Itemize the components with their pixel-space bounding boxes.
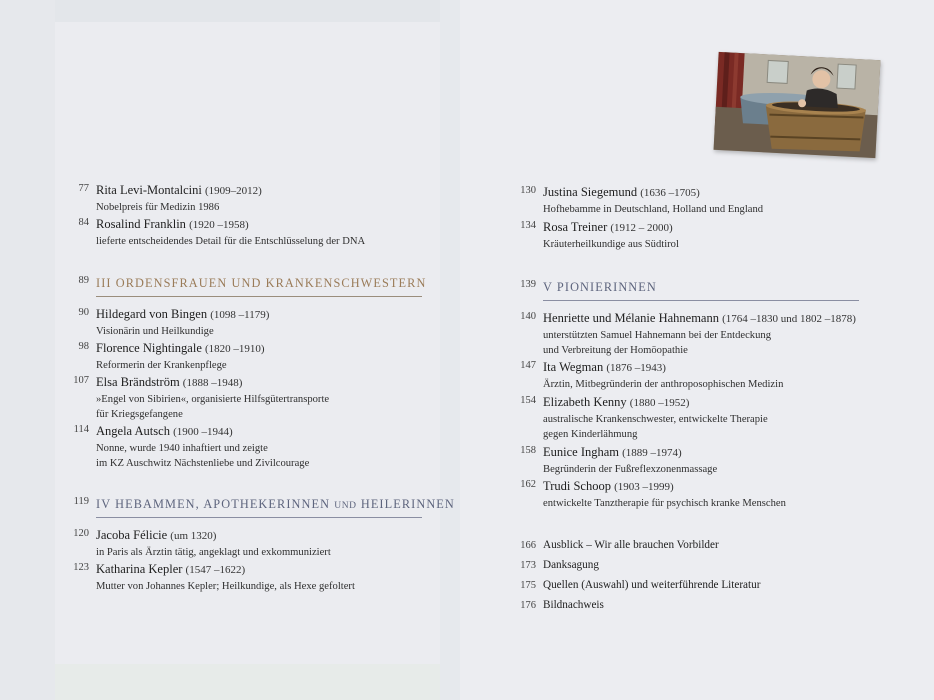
entry-desc: entwickelte Tanztherapie für psychisch kranke Menschen <box>543 498 786 509</box>
page-number: 90 <box>78 307 89 318</box>
entry-years: (1636 –1705) <box>640 187 700 199</box>
page-number: 77 <box>78 183 89 194</box>
entry-name: Rita Levi-Montalcini <box>96 183 202 197</box>
appendix-label: Ausblick – Wir alle brauchen Vorbilder <box>543 539 719 551</box>
toc-entry[interactable] <box>520 219 679 252</box>
page-number: 162 <box>520 479 536 490</box>
entry-name: Florence Nightingale <box>96 341 202 355</box>
section-title-und: UND <box>334 501 357 511</box>
entry-name: Ita Wegman <box>543 360 604 374</box>
entry-years: (1900 –1944) <box>173 426 233 438</box>
section-title: III ORDENSFRAUEN UND KRANKENSCHWESTERN <box>96 276 427 290</box>
entry-desc: Mutter von Johannes Kepler; Heilkundige, als Hexe gefoltert <box>96 581 355 592</box>
entry-years: (1920 –1958) <box>189 219 249 231</box>
toc-appendix-item[interactable] <box>520 559 599 571</box>
page-number: 158 <box>520 445 536 456</box>
page-number: 134 <box>520 220 536 231</box>
toc-entry[interactable] <box>78 340 265 373</box>
entry-name: Henriette und Mélanie Hahnemann <box>543 311 719 325</box>
appendix-label: Bildnachweis <box>543 599 604 611</box>
entry-desc: Visionärin und Heilkundige <box>96 326 214 337</box>
toc-entry[interactable] <box>520 184 764 217</box>
entry-desc: Nobelpreis für Medizin 1986 <box>96 202 220 213</box>
entry-name: Angela Autsch <box>96 424 170 438</box>
entry-desc: Hofhebamme in Deutschland, Holland und England <box>543 204 764 215</box>
toc-entry[interactable] <box>78 216 366 249</box>
entry-name: Justina Siegemund <box>543 185 638 199</box>
appendix-label: Quellen (Auswahl) und weiterführende Literatur <box>543 579 761 591</box>
entry-years: (1880 –1952) <box>629 397 690 409</box>
toc-entry[interactable] <box>73 423 310 471</box>
toc-appendix-item[interactable] <box>520 539 719 551</box>
toc-appendix-item[interactable] <box>520 599 604 611</box>
entry-name: Rosa Treiner <box>543 220 608 234</box>
entry-desc: unterstützten Samuel Hahnemann bei der Entdeckung <box>543 330 771 341</box>
entry-years: (1820 –1910) <box>205 343 265 355</box>
toc-entry[interactable] <box>520 444 718 477</box>
page-number: 166 <box>520 540 536 551</box>
section-title-end: HEILERINNEN <box>360 497 455 511</box>
entry-desc: Ärztin, Mitbegründerin der anthroposophischen Medizin <box>543 379 784 390</box>
entry-desc: »Engel von Sibirien«, organisierte Hilfsgütertransporte <box>96 394 330 405</box>
appendix-label: Danksagung <box>543 559 599 571</box>
entry-name: Katharina Kepler <box>96 562 183 576</box>
toc-entry[interactable] <box>520 310 856 358</box>
toc-entry[interactable] <box>520 478 786 511</box>
page-number: 176 <box>520 600 536 611</box>
page-number: 119 <box>73 496 89 507</box>
section-heading-iv[interactable] <box>73 495 455 518</box>
page-gutter <box>440 0 460 700</box>
left-margin-strip <box>0 0 55 700</box>
entry-years: (1889 –1974) <box>622 447 682 459</box>
page-number: 89 <box>78 275 89 286</box>
page-number: 123 <box>73 562 89 573</box>
toc-entry[interactable] <box>73 527 331 560</box>
entry-desc: und Verbreitung der Homöopathie <box>543 345 688 356</box>
toc-entry[interactable] <box>520 359 784 392</box>
toc-appendix-item[interactable] <box>520 579 761 591</box>
entry-years: (1876 –1943) <box>606 362 666 374</box>
page-number: 175 <box>520 580 536 591</box>
entry-years: (1909–2012) <box>205 185 262 197</box>
vintage-photo <box>714 52 881 158</box>
entry-name: Hildegard von Bingen <box>96 307 208 321</box>
entry-desc: im KZ Auschwitz Nächstenliebe und Zivilcourage <box>96 458 310 469</box>
entry-years: (1098 –1179) <box>210 309 270 321</box>
toc-entry[interactable] <box>78 182 262 215</box>
bathtub-photo-illustration <box>714 52 881 158</box>
toc-entry[interactable] <box>520 394 768 442</box>
entry-desc: für Kriegsgefangene <box>96 409 183 420</box>
section-title: V PIONIERINNEN <box>543 280 657 294</box>
entry-name: Trudi Schoop <box>543 479 611 493</box>
page-number: 114 <box>73 424 89 435</box>
entry-years: (1888 –1948) <box>182 377 243 389</box>
entry-desc: lieferte entscheidendes Detail für die Entschlüsselung der DNA <box>96 236 366 247</box>
entry-years: (1912 – 2000) <box>610 222 673 234</box>
entry-desc: Reformerin der Krankenpflege <box>96 360 227 371</box>
section-title: IV HEBAMMEN, APOTHEKERINNEN <box>96 497 331 511</box>
entry-name: Jacoba Félicie <box>96 528 168 542</box>
entry-desc: australische Krankenschwester, entwickelte Therapie <box>543 414 768 425</box>
entry-years: (1547 –1622) <box>185 564 246 576</box>
toc-entry[interactable] <box>73 561 355 594</box>
section-heading-v[interactable] <box>520 278 859 301</box>
toc-entry[interactable] <box>73 374 330 422</box>
entry-desc: Nonne, wurde 1940 inhaftiert und zeigte <box>96 443 268 454</box>
entry-name: Elizabeth Kenny <box>543 395 627 409</box>
page-number: 154 <box>520 395 536 406</box>
entry-years: (1903 –1999) <box>614 481 674 493</box>
page-number: 120 <box>73 528 89 539</box>
section-heading-iii[interactable] <box>78 274 427 297</box>
left-page-bottom-band <box>55 664 440 700</box>
entry-desc: gegen Kinderlähmung <box>543 429 638 440</box>
page-number: 98 <box>78 341 89 352</box>
entry-name: Rosalind Franklin <box>96 217 186 231</box>
toc-entry[interactable] <box>78 306 270 339</box>
entry-desc: Kräuterheilkundige aus Südtirol <box>543 239 679 250</box>
entry-name: Eunice Ingham <box>543 445 620 459</box>
page-number: 173 <box>520 560 536 571</box>
entry-years: (1764 –1830 und 1802 –1878) <box>722 313 856 325</box>
entry-desc: in Paris als Ärztin tätig, angeklagt und exkommuniziert <box>96 547 331 558</box>
entry-name: Elsa Brändström <box>96 375 180 389</box>
page-number: 139 <box>520 279 536 290</box>
page-number: 107 <box>73 375 89 386</box>
entry-years: (um 1320) <box>170 530 217 542</box>
page-number: 130 <box>520 185 536 196</box>
entry-desc: Begründerin der Fußreflexzonenmassage <box>543 464 718 475</box>
page-number: 147 <box>520 360 536 371</box>
page-number: 140 <box>520 311 536 322</box>
page-number: 84 <box>78 217 89 228</box>
